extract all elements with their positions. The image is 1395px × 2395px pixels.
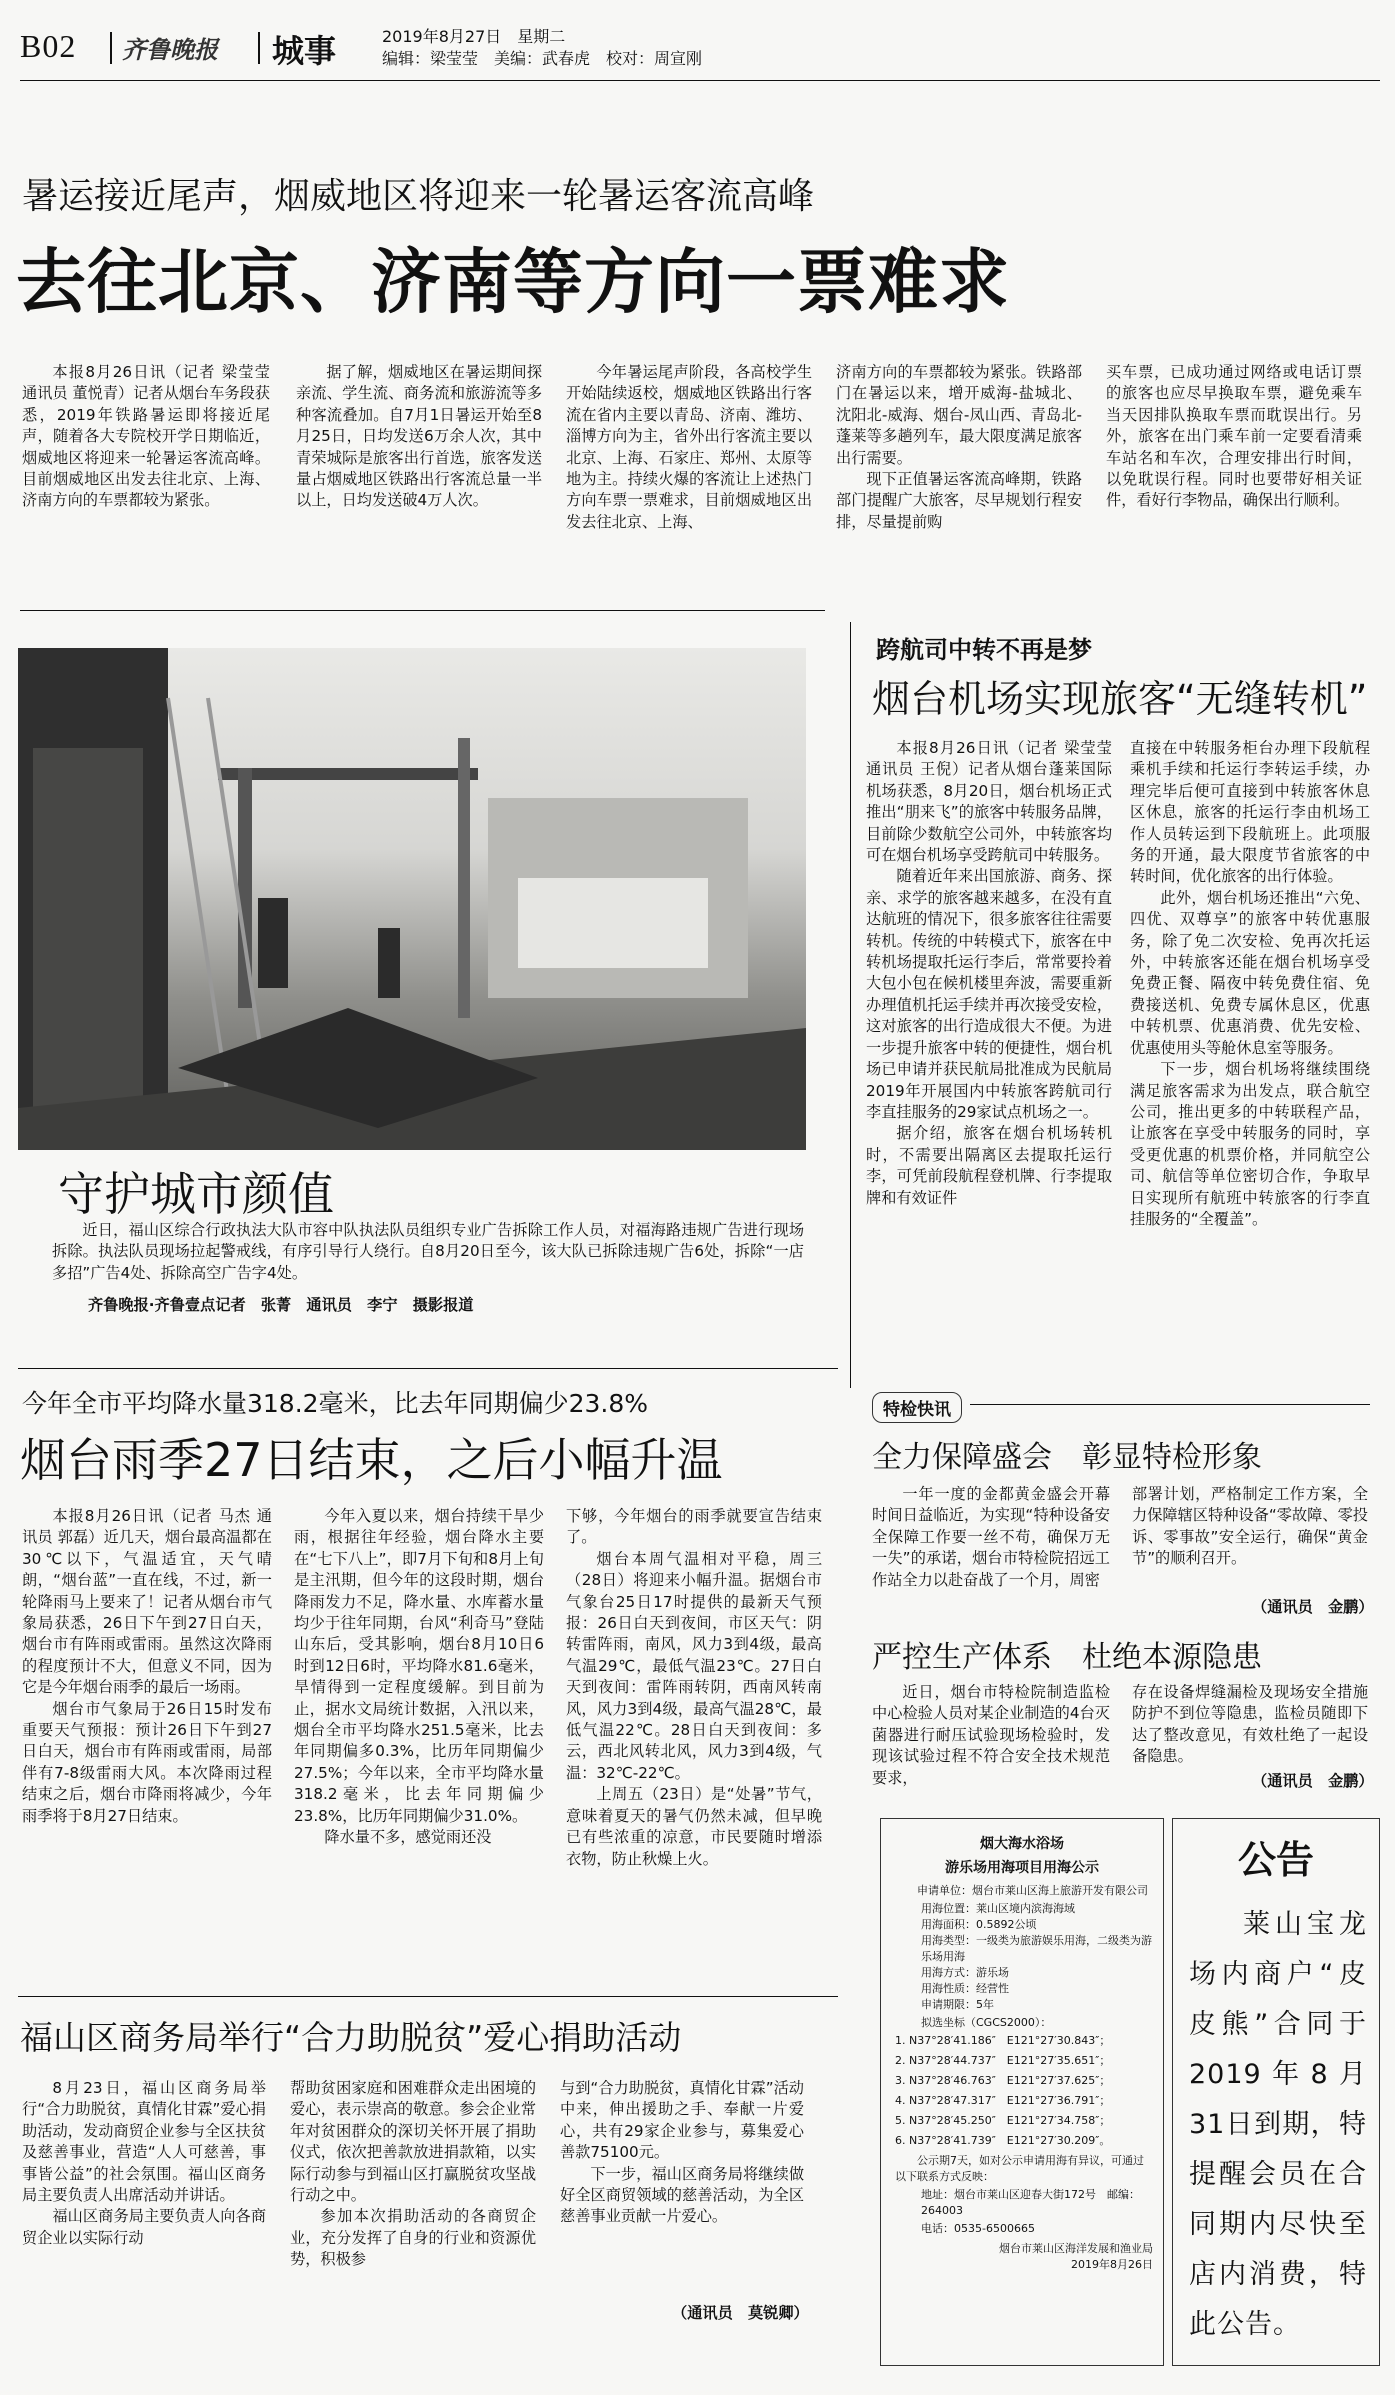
coord-4: 4. N37°28′47.317″ E121°27′36.791″； bbox=[895, 2094, 1111, 2107]
fushan-col3a: 与到“合力助脱贫，真情化甘霖”活动中来，伸出援助之手、奉献一片爱心，共有29家企业参与，募集爱心善款75100元。 bbox=[560, 2079, 804, 2162]
section-name: 城事 bbox=[272, 32, 337, 70]
staff-line: 编辑：梁莹莹 美编：武春虎 校对：周宣刚 bbox=[382, 49, 703, 68]
sea-use-notice bbox=[880, 1818, 1164, 2366]
date-line: 2019年8月27日 星期二 bbox=[382, 27, 566, 46]
photo-story-body: 近日，福山区综合行政执法大队市容中队执法队员组织专业广告拆除工作人员，对福海路违规广告进行现场拆除。执法队员现场拉起警戒线，有序引导行人绕行。自8月20日至今，该大队已拆除违规广告6处，拆除“一店多招”广告4处、拆除高空广告字4处。 bbox=[52, 1221, 804, 1282]
rain-col2b: 降水量不多，感觉雨还没 bbox=[324, 1828, 492, 1847]
airport-col2c: 下一步，烟台机场将继续围绕满足旅客需求为出发点，联合航空公司，推出更多的中转联程产品，让旅客在享受中转服务的同时，享受更优惠的机票价格，并同航空公司、航信等单位密切合作，争取早日实现所有航班中转旅客的行李直挂服务的“全覆盖”。 bbox=[1130, 1060, 1370, 1228]
coord-3: 3. N37°28′46.763″ E121°27′37.625″； bbox=[895, 2074, 1111, 2087]
airport-headline: 烟台机场实现旅客“无缝转机” bbox=[872, 677, 1368, 721]
sea-use-notice-fields bbox=[921, 1901, 1153, 2013]
rain-headline: 烟台雨季27日结束，之后小幅升温 bbox=[20, 1433, 723, 1487]
news-photo-ad-removal bbox=[18, 648, 806, 1150]
fushan-col3b: 下一步，福山区商务局将继续做好全区商贸领域的慈善活动，为全区慈善事业贡献一片爱心。 bbox=[560, 2164, 804, 2226]
rain-col3b: 烟台本周气温相对平稳，周三（28日）将迎来小幅升温。据烟台市气象台25日17时提供的最新天气预报：26日白天到夜间，市区天气：阴转雷阵雨，南风，风力3到4级，最高气温29℃，最低气温23℃。27日白天到夜间：雷阵雨转阴，西南风转南风，风力3到4级，最高气温28℃，最低气温22℃。28日白天到夜间：多云，西北风转北风，风力3到4级，气温：32℃-22℃。 bbox=[566, 1549, 822, 1782]
airport-col2b: 此外，烟台机场还推出“六免、四优、双尊享”的旅客中转优惠服务，除了免二次安检、免再次托运外，中转旅客还能在烟台机场享受免费正餐、隔夜中转免费住宿、免费接送机、免费专属休息区，优惠中转机票、优惠消费、优先安检、优惠使用头等舱休息室等服务。 bbox=[1130, 888, 1370, 1057]
page-number: B02 bbox=[20, 28, 77, 64]
announcement-body: 莱山宝龙场内商户“皮皮熊”合同于2019年8月31日到期，特提醒会员在合同期内尽快至店内消费，特此公告。 bbox=[1189, 1909, 1367, 2340]
quality-b-col2: 存在设备焊缝漏检及现场安全措施防护不到位等隐患，监检员随即下达了整改意见，有效杜绝了一起设备隐患。 bbox=[1132, 1683, 1368, 1766]
announcement-title: 公告 bbox=[1237, 1838, 1314, 1882]
story1-col4b: 现下正值暑运客流高峰期，铁路部门提醒广大旅客，尽早规划行程安排，尽量提前购 bbox=[836, 470, 1082, 531]
airport-col1c: 据介绍，旅客在烟台机场转机时，不需要出隔离区去提取托运行李，可凭前段航程登机牌、行李提取牌和有效证件 bbox=[866, 1124, 1112, 1207]
rain-col3a: 下够，今年烟台的雨季就要宣告结束了。 bbox=[566, 1507, 822, 1547]
sea-use-notice-intro: 申请单位：烟台市莱山区海上旅游开发有限公司 bbox=[917, 1884, 1148, 1897]
photo-story-title: 守护城市颜值 bbox=[58, 1167, 334, 1221]
rain-col2a: 今年入夏以来，烟台持续干旱少雨，根据往年经验，烟台降水主要在“七下八上”，即7月下旬和8月上旬是主汛期，但今年的这段时期，烟台降雨发力不足，降水量、水库蓄水量均少于往年同期，台风“利奇马”登陆山东后，受其影响，烟台8月10日6时到12日6时，平均降水81.6毫米，旱情得到一定程度缓解。到目前为止，据水文局统计数据，入汛以来，烟台全市平均降水251.5毫米，比去年同期偏多0.3%，比历年同期偏少27.5%；今年以来，全市平均降水量318.2毫米，比去年同期偏少23.8%，比历年同期偏少31.0%。 bbox=[294, 1507, 544, 1825]
field-area: 用海面积：0.5892公顷 bbox=[921, 1918, 1037, 1931]
rain-kicker: 今年全市平均降水量318.2毫米，比去年同期偏少23.8% bbox=[22, 1389, 648, 1418]
quality-headline-1: 全力保障盛会 彰显特检形象 bbox=[872, 1440, 1262, 1475]
story1-headline: 去往北京、济南等方向一票难求 bbox=[16, 241, 1010, 323]
photo-story-credit: 齐鲁晚报·齐鲁壹点记者 张菁 通讯员 李宁 摄影报道 bbox=[88, 1296, 474, 1314]
quality-b-col1: 近日，烟台市特检院制造监检中心检验人员对某企业制造的4台灭菌器进行耐压试验现场检验时，发现该试验过程不符合安全技术规范要求， bbox=[872, 1683, 1110, 1787]
quality-a-col2: 部署计划，严格制定工作方案，全力保障辖区特种设备“零故障、零投诉、零事故”安全运行，确保“黄金节”的顺利召开。 bbox=[1132, 1485, 1368, 1568]
airport-col1b: 随着近年来出国旅游、商务、探亲、求学的旅客越来越多，在没有直达航班的情况下，很多旅客往往需要转机。传统的中转模式下，旅客在中转机场提取托运行李后，常常要拎着大包小包在候机楼里奔波，需要重新办理值机托运手续并再次接受安检，这对旅客的出行造成很大不便。为进一步提升旅客中转的便捷性，烟台机场已申请并获民航局批准成为民航局2019年开展国内中转旅客跨航司行李直挂服务的29家试点机场之一。 bbox=[866, 867, 1112, 1121]
coord-1: 1. N37°28′41.186″ E121°27′30.843″； bbox=[895, 2034, 1111, 2047]
story1-col1: 本报8月26日讯（记者 梁莹莹 通讯员 董悦青）记者从烟台车务段获悉，2019年铁路暑运即将接近尾声，随着各大专院校开学日期临近，烟威地区将迎来一轮暑运客流高峰。目前烟威地区出发去往北京、上海、济南方向的车票都较为紧张。 bbox=[22, 363, 270, 510]
story1-col5: 买车票，已成功通过网络或电话订票的旅客也应尽早换取车票，避免乘车当天因排队换取车票而耽误出行。另外，旅客在出门乘车前一定要看清乘车站名和车次，合理安排出行时间，以免耽误行程。同时也要带好相关证件，看好行李物品，确保出行顺利。 bbox=[1106, 363, 1362, 510]
airport-kicker: 跨航司中转不再是梦 bbox=[876, 636, 1092, 664]
coord-list bbox=[895, 2033, 1153, 2149]
field-location: 用海位置：莱山区境内滨海海域 bbox=[921, 1902, 1075, 1915]
fushan-col2a: 帮助贫困家庭和困难群众走出困境的爱心，表示崇高的敬意。参会企业常年对贫困群众的深切关怀开展了捐助仪式，依次把善款放进捐款箱，以实际行动参与到福山区打赢脱贫攻坚战行动之中。 bbox=[290, 2079, 536, 2205]
fushan-col1a: 8月23日，福山区商务局举行“合力助脱贫，真情化甘霖”爱心捐助活动，发动商贸企业参与全区扶贫及慈善事业，营造“人人可慈善，事事皆公益”的社会氛围。福山区商务局主要负责人出席活动并讲话。 bbox=[22, 2079, 266, 2205]
field-method: 用海方式：游乐场 bbox=[921, 1966, 1009, 1979]
field-type: 用海类型：一级类为旅游娱乐用海，二级类为游乐场用海 bbox=[921, 1934, 1152, 1963]
fushan-col1b: 福山区商务局主要负责人向各商贸企业以实际行动 bbox=[22, 2207, 266, 2247]
story1-col2: 据了解，烟威地区在暑运期间探亲流、学生流、商务流和旅游流等多种客流叠加。自7月1日暑运开始至8月25日，日均发送6万余人次，其中青荣城际是旅客出行首选，旅客发送量占烟威地区铁路出行客流总量一半以上，日均发送破4万人次。 bbox=[296, 363, 542, 510]
quality-headline-2: 严控生产体系 杜绝本源隐患 bbox=[872, 1640, 1262, 1675]
quality-b-credit: （通讯员 金鹏） bbox=[1252, 1772, 1374, 1790]
quality-a-col1: 一年一度的金都黄金盛会开幕时间日益临近，为实现“特种设备安全保障工作要一丝不苟，确保万无一失”的承诺，烟台市特检院招远工作站全力以赴奋战了一个月，周密 bbox=[872, 1485, 1110, 1589]
rain-col3c: 上周五（23日）是“处暑”节气，意味着夏天的暑气仍然未减，但早晚已有些浓重的凉意，市民要随时增添衣物，防止秋燥上火。 bbox=[566, 1785, 822, 1868]
sea-use-notice-address: 地址：烟台市莱山区迎春大街172号 邮编：264003 bbox=[921, 2188, 1140, 2217]
sea-use-notice-date: 2019年8月26日 bbox=[1071, 2258, 1153, 2271]
coord-title: 拟选坐标（CGCS2000）： bbox=[921, 2016, 1052, 2029]
sea-use-notice-footer: 公示期7天，如对公示申请用海有异议，可通过以下联系方式反映： bbox=[895, 2154, 1144, 2183]
rain-col1a: 本报8月26日讯（记者 马杰 通讯员 郭磊）近几天，烟台最高温都在30℃以下，气温适宜，天气晴朗，“烟台蓝”一直在线，不过，新一轮降雨马上要来了！记者从烟台市气象局获悉，26日下午到27日白天，烟台市有阵雨或雷雨。虽然这次降雨的程度预计不大，但意义不同，因为它是今年烟台雨季的最后一场雨。 bbox=[22, 1507, 272, 1697]
coord-5: 5. N37°28′45.250″ E121°27′34.758″； bbox=[895, 2114, 1111, 2127]
sea-use-notice-title-2: 游乐场用海项目用海公示 bbox=[945, 1860, 1099, 1876]
field-period: 申请期限：5年 bbox=[921, 1998, 994, 2011]
fushan-credit: （通讯员 莫锐卿） bbox=[672, 2304, 809, 2322]
newspaper-logo: 齐鲁晚报 bbox=[122, 35, 218, 64]
coord-6: 6. N37°28′41.739″ E121°27′30.209″。 bbox=[895, 2134, 1111, 2147]
quality-tag: 特检快讯 bbox=[872, 1392, 962, 1423]
quality-a-credit: （通讯员 金鹏） bbox=[1252, 1598, 1374, 1616]
airport-col2a: 直接在中转服务柜台办理下段航程乘机手续和托运行李转运手续，办理完毕后便可直接到中转旅客休息区休息，旅客的托运行李由机场工作人员转运到下段航班上。此项服务的开通，最大限度节省旅客的中转时间，优化旅客的出行体验。 bbox=[1130, 739, 1370, 886]
airport-col1a: 本报8月26日讯（记者 梁莹莹 通讯员 王倪）记者从烟台蓬莱国际机场获悉，8月20日，烟台机场正式推出“朋来飞”的旅客中转服务品牌，目前除少数航空公司外，中转旅客均可在烟台机场享受跨航司中转服务。 bbox=[866, 739, 1112, 865]
fushan-headline: 福山区商务局举行“合力助脱贫”爱心捐助活动 bbox=[20, 2018, 682, 2057]
sea-use-notice-phone: 电话：0535-6500665 bbox=[921, 2222, 1035, 2235]
field-nature: 用海性质：经营性 bbox=[921, 1982, 1009, 1995]
page-header bbox=[0, 0, 1395, 80]
story1-col4a: 济南方向的车票都较为紧张。铁路部门在暑运以来，增开威海-盐城北、沈阳北-威海、烟台-凤山西、青岛北-蓬莱等多趟列车，最大限度满足旅客出行需要。 bbox=[836, 363, 1082, 467]
sea-use-notice-org: 烟台市莱山区海洋发展和渔业局 bbox=[999, 2242, 1153, 2255]
public-announcement bbox=[1172, 1818, 1380, 2366]
story1-kicker: 暑运接近尾声，烟威地区将迎来一轮暑运客流高峰 bbox=[22, 176, 815, 217]
story1-col3: 今年暑运尾声阶段，各高校学生开始陆续返校，烟威地区铁路出行客流在省内主要以青岛、济南、潍坊、淄博方向为主，省外出行客流主要以北京、上海、石家庄、郑州、太原等地为主。持续火爆的客流让上述热门方向车票一票难求，目前烟威地区出发去往北京、上海、 bbox=[566, 363, 812, 531]
rain-col1b: 烟台市气象局于26日15时发布重要天气预报：预计26日下午到27日白天，烟台市有阵雨或雷雨，局部伴有7-8级雷雨大风。本次降雨过程结束之后，烟台市降雨将减少，今年雨季将于8月27日结束。 bbox=[22, 1699, 272, 1825]
fushan-col2b: 参加本次捐助活动的各商贸企业，充分发挥了自身的行业和资源优势，积极参 bbox=[290, 2207, 536, 2269]
coord-2: 2. N37°28′44.737″ E121°27′35.651″； bbox=[895, 2054, 1111, 2067]
sea-use-notice-title-1: 烟大海水浴场 bbox=[980, 1836, 1064, 1852]
